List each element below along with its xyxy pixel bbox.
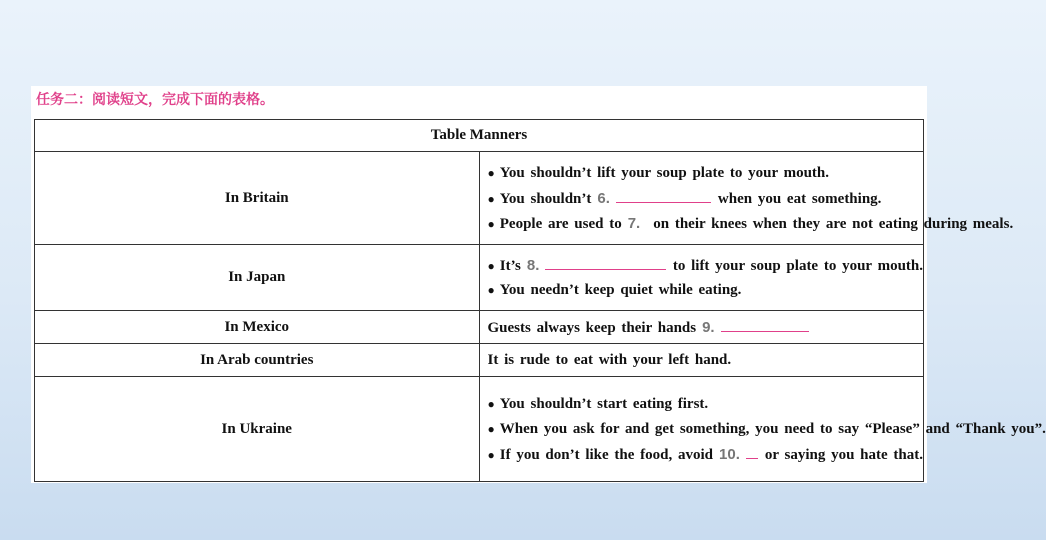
bullet-icon: ● bbox=[487, 447, 495, 462]
list-item: ● You shouldn’t lift your soup plate to your mouth. bbox=[488, 161, 924, 186]
table-title: Table Manners bbox=[35, 120, 924, 152]
list-item: It is rude to eat with your left hand. bbox=[487, 351, 732, 368]
country-cell: In Arab countries bbox=[35, 344, 480, 377]
blank-number: 6. bbox=[597, 189, 610, 207]
list-item: ● People are used to 7. on their knees when they are not eating during meals. bbox=[488, 211, 924, 236]
content-cell bbox=[479, 344, 924, 377]
table-row bbox=[35, 311, 924, 344]
bullet-icon: ● bbox=[487, 216, 495, 231]
list-item: ● If you don’t like the food, avoid 10. or saying you hate that. bbox=[488, 442, 924, 467]
task-instruction: 任务二：阅读短文，完成下面的表格。 bbox=[36, 92, 274, 108]
blank-number: 10. bbox=[719, 445, 740, 463]
table-row bbox=[35, 152, 924, 245]
country-cell: In Britain bbox=[35, 152, 480, 245]
country-cell: In Ukraine bbox=[35, 377, 480, 482]
list-item: ● You shouldn’t 6. when you eat something. bbox=[488, 186, 924, 211]
bullet-icon: ● bbox=[487, 282, 495, 297]
content-cell bbox=[479, 377, 1046, 482]
bullet-icon: ● bbox=[487, 165, 495, 180]
list-item: ● When you ask for and get something, you need to say “Please” and “Thank you”. bbox=[488, 417, 924, 442]
list-item: ● You shouldn’t start eating first. bbox=[488, 392, 924, 417]
answer-blank[interactable] bbox=[616, 186, 711, 203]
table-manners bbox=[34, 119, 1046, 482]
list-item: ● You needn’t keep quiet while eating. bbox=[488, 278, 924, 303]
bullet-icon: ● bbox=[487, 396, 495, 411]
list-item: ● It’s 8. to lift your soup plate to your mouth. bbox=[488, 253, 924, 278]
bullet-icon: ● bbox=[487, 258, 495, 273]
answer-blank[interactable] bbox=[746, 442, 758, 459]
blank-number: 9. bbox=[702, 318, 715, 336]
bullet-icon: ● bbox=[487, 421, 495, 436]
blank-number: 8. bbox=[526, 256, 540, 274]
country-cell: In Japan bbox=[35, 245, 480, 311]
table-row bbox=[35, 245, 924, 311]
table-row bbox=[35, 377, 924, 482]
content-cell bbox=[479, 245, 924, 311]
answer-blank[interactable] bbox=[721, 315, 809, 332]
blank-number: 7. bbox=[627, 214, 641, 232]
bullet-icon: ● bbox=[487, 191, 495, 206]
content-cell bbox=[479, 311, 924, 344]
content-cell bbox=[479, 152, 1014, 245]
list-item: Guests always keep their hands 9. bbox=[488, 315, 924, 340]
country-cell: In Mexico bbox=[35, 311, 480, 344]
answer-blank[interactable] bbox=[545, 253, 665, 270]
table-row bbox=[35, 344, 924, 377]
